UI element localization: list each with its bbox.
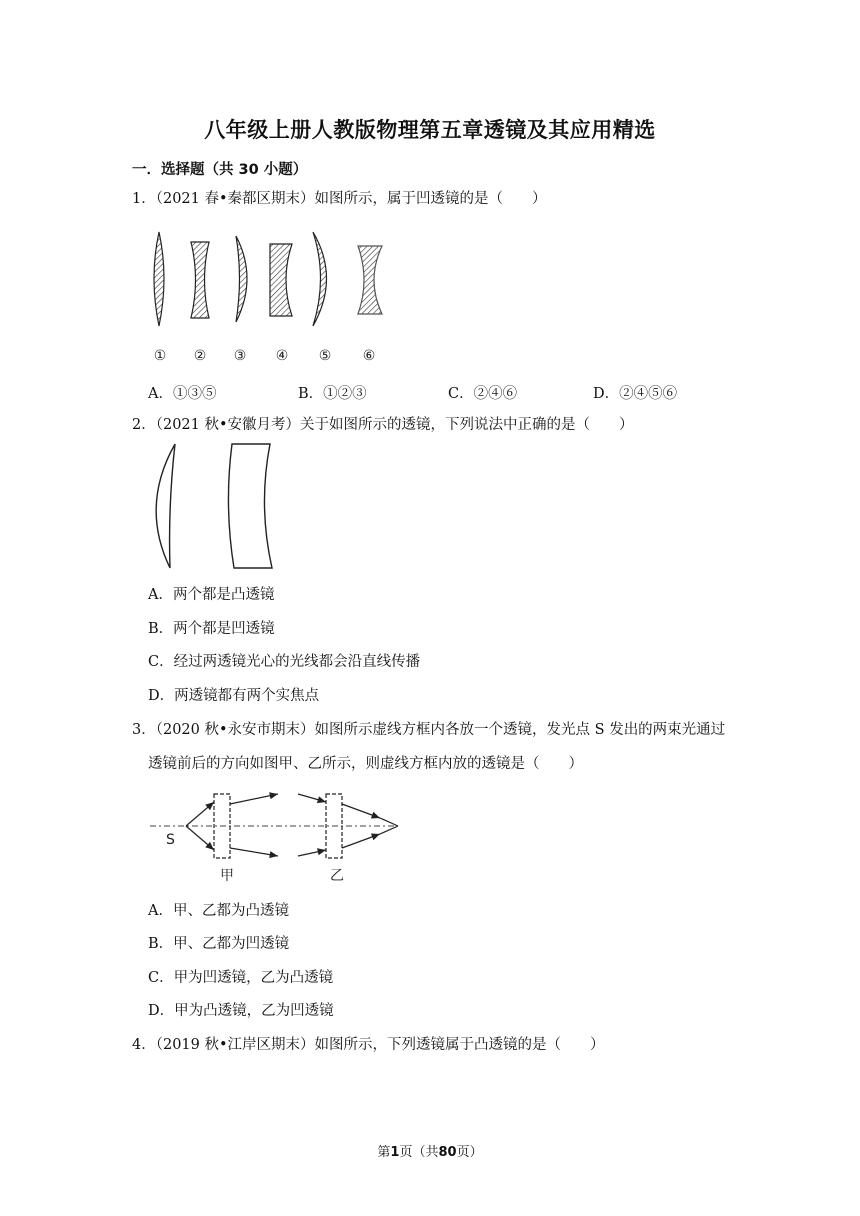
page-footer [0,1141,860,1160]
footer-suffix: 页） [456,1145,483,1160]
lens-a-shape [156,444,175,568]
lens-4-shape [270,244,292,316]
lens-3-shape [236,236,247,322]
footer-page-number: 1 [390,1145,400,1160]
question-1-figure [140,224,400,374]
question-2-option-d[interactable]: D．两透镜都有两个实焦点 [148,688,320,704]
question-2-figure [140,442,290,572]
page-title: 八年级上册人教版物理第五章透镜及其应用精选 [204,118,656,142]
question-4-stem: 4．（2019 秋•江岸区期末）如图所示，下列透镜属于凸透镜的是（ ） [132,1037,605,1053]
question-3-option-b[interactable]: B．甲、乙都为凹透镜 [148,936,290,952]
question-3-option-d[interactable]: D．甲为凸透镜，乙为凹透镜 [148,1003,334,1019]
lens-1-shape [154,232,164,326]
footer-total-pages: 80 [438,1145,457,1160]
lens-5-shape [313,232,327,326]
lens-6-shape [358,246,382,314]
question-2-stem: 2．（2021 秋•安徽月考）关于如图所示的透镜，下列说法中正确的是（ ） [132,417,634,433]
jia-label: 甲 [220,868,234,884]
point-s-label: S [166,832,175,848]
section-heading: 一．选择题（共 30 小题） [132,162,308,178]
footer-middle: 页（共 [399,1145,439,1160]
question-2-option-a[interactable]: A．两个都是凸透镜 [148,587,275,603]
lens-4-label: ④ [275,348,289,364]
lens-b-shape [228,444,272,568]
yi-label: 乙 [330,868,344,884]
option-c[interactable]: C．②④⑥ [448,386,518,402]
option-d[interactable]: D．②④⑤⑥ [593,386,678,402]
question-2-option-c[interactable]: C．经过两透镜光心的光线都会沿直线传播 [148,654,421,670]
lens-2-label: ② [193,348,207,364]
lens-3-label: ③ [233,348,247,364]
question-1-stem: 1．（2021 春•秦都区期末）如图所示，属于凹透镜的是（ ） [132,191,547,207]
lens-2-shape [191,242,209,318]
question-3-figure [148,788,408,888]
question-3-option-c[interactable]: C．甲为凹透镜，乙为凸透镜 [148,970,334,986]
lens-5-label: ⑤ [318,348,332,364]
lens-6-label: ⑥ [362,348,376,364]
lens-1-label: ① [153,348,167,364]
question-3-stem-line-2: 透镜前后的方向如图甲、乙所示，则虚线方框内放的透镜是（ ） [148,756,583,772]
question-3-stem-line-1: 3．（2020 秋•永安市期末）如图所示虚线方框内各放一个透镜，发光点 S 发出的两束光通过 [132,722,726,738]
question-1-options [148,382,748,402]
footer-prefix: 第 [377,1145,391,1160]
option-a[interactable]: A．①③⑤ [148,386,217,402]
question-2-option-b[interactable]: B．两个都是凹透镜 [148,621,275,637]
option-b[interactable]: B．①②③ [298,386,367,402]
question-3-option-a[interactable]: A．甲、乙都为凸透镜 [148,903,289,919]
